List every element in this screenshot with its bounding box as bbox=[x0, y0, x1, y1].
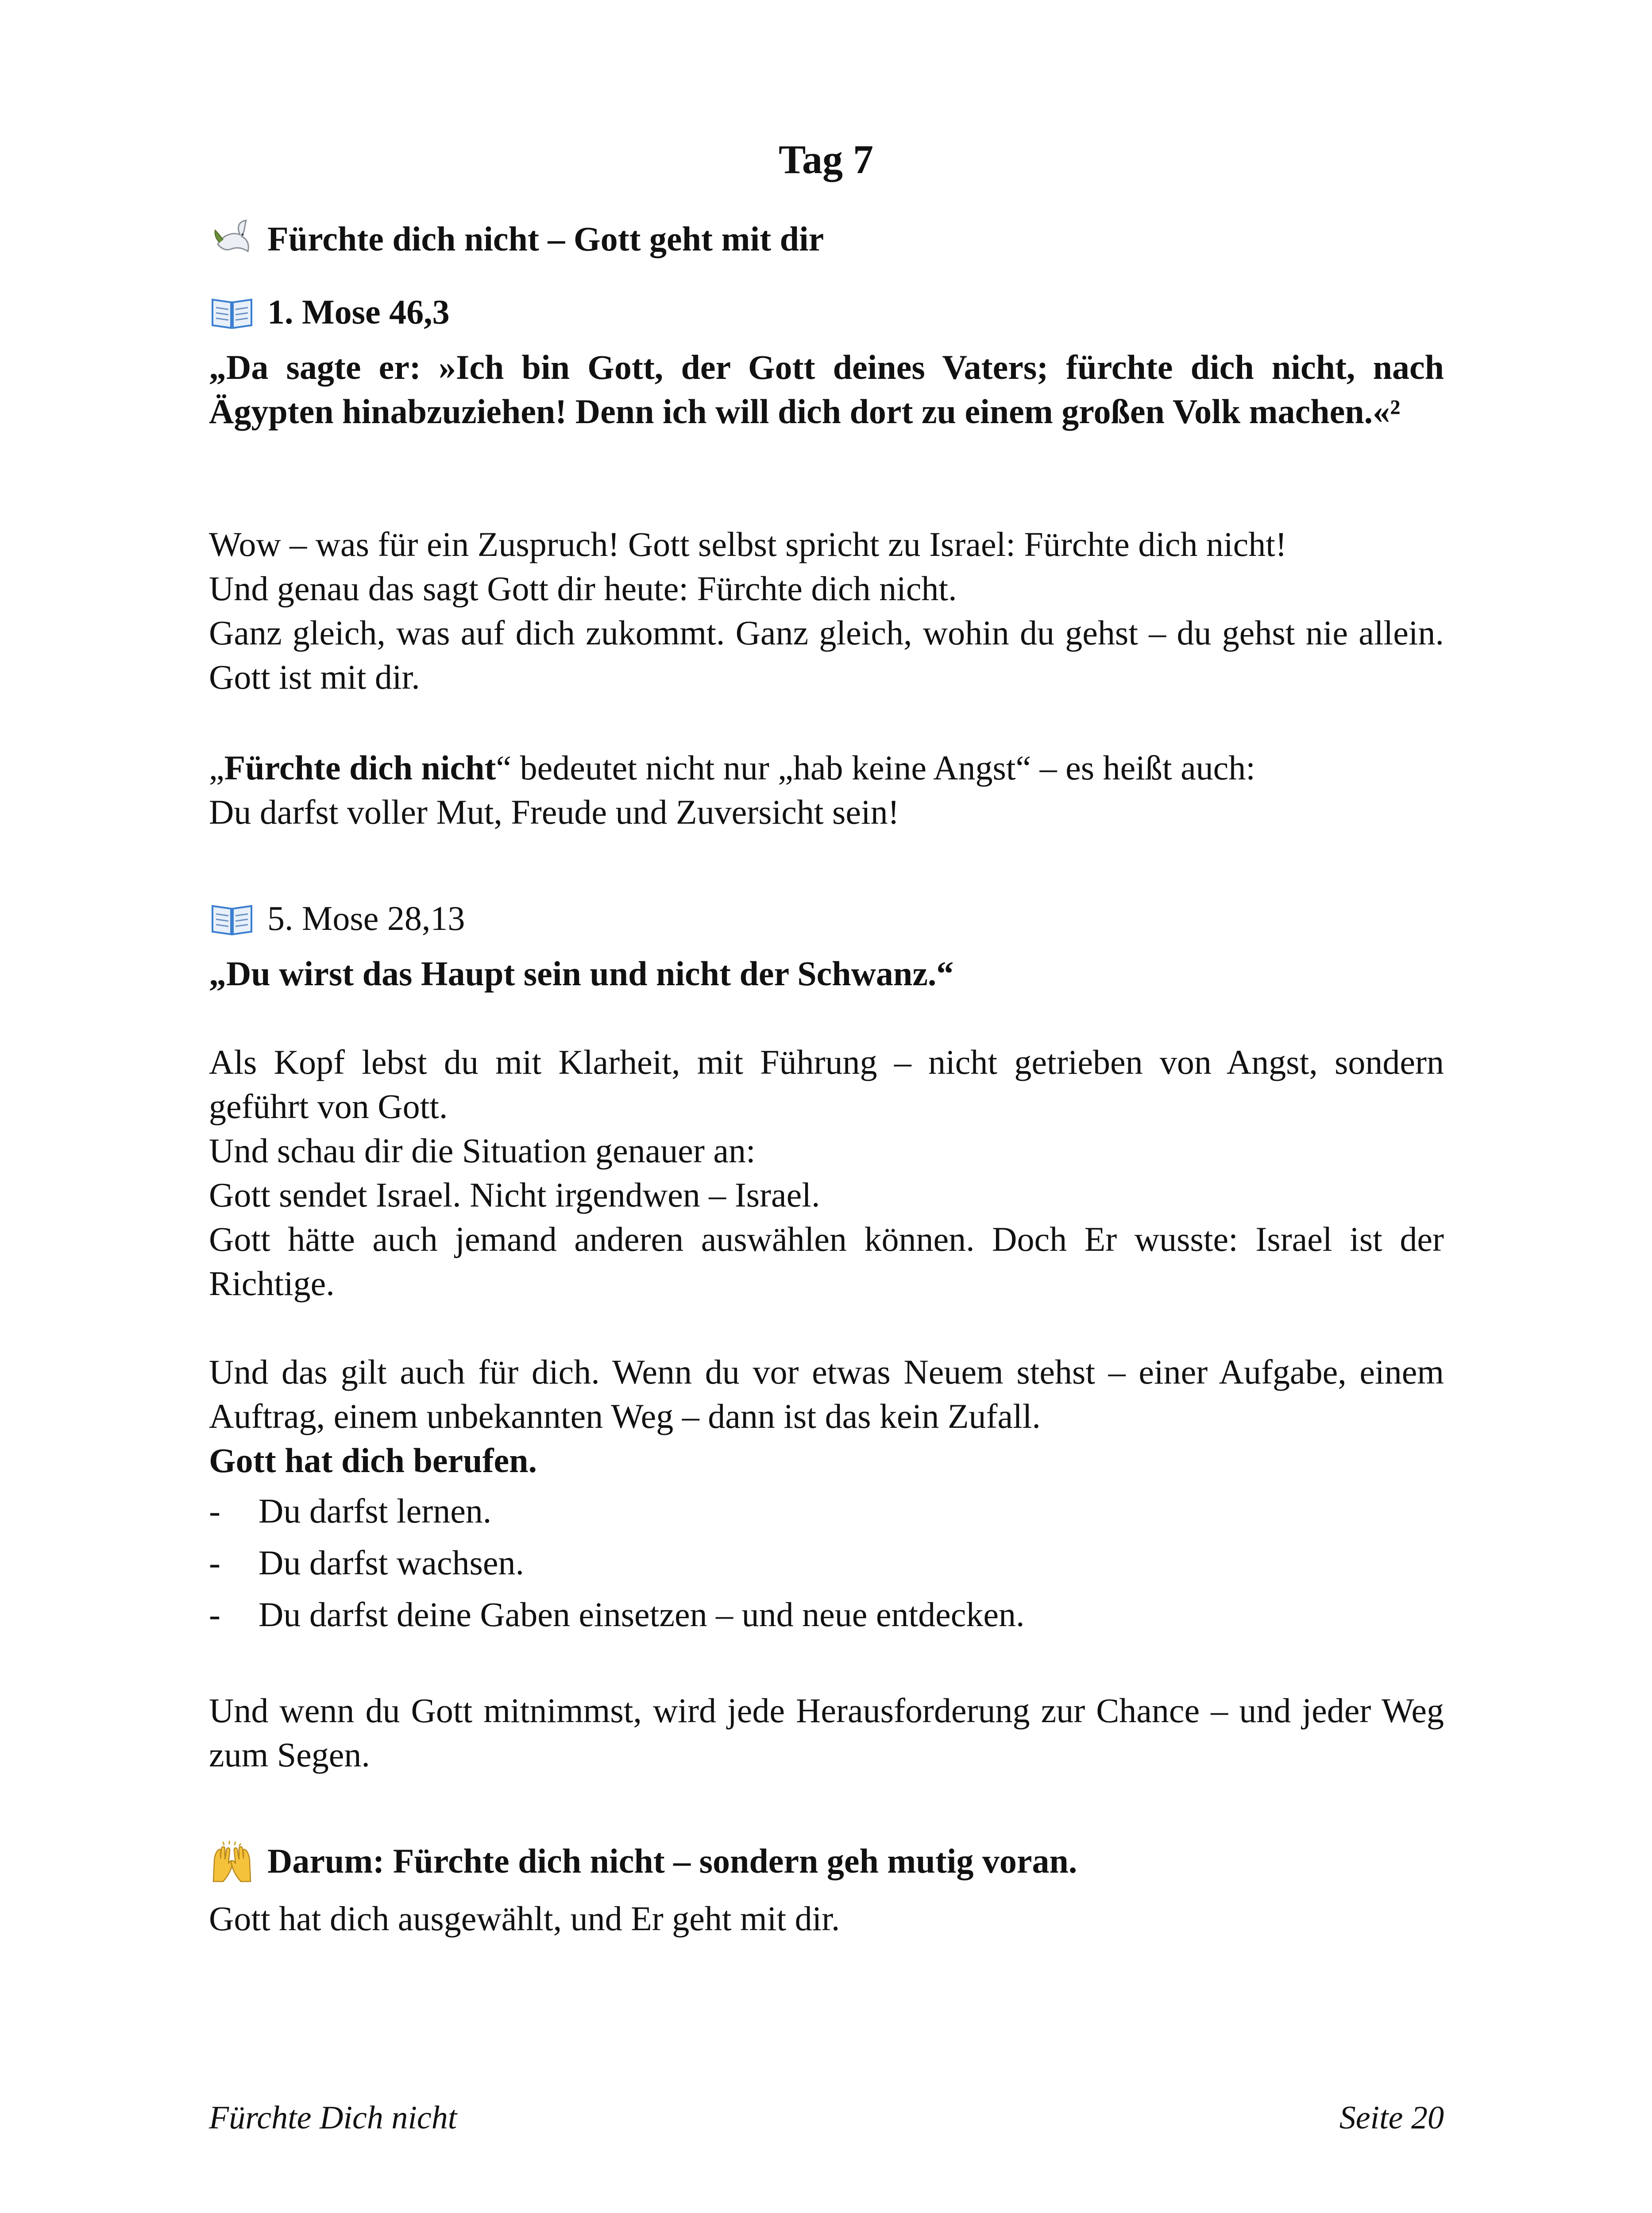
verse-reference-text: 5. Mose 28,13 bbox=[267, 899, 465, 937]
verse-quote-1: „Da sagte er: »Ich bin Gott, der Gott deines Vaters; fürchte dich nicht, nach Ägypten hinabzuziehen! Denn ich will dich dort zu einem großen Volk machen.«² bbox=[209, 348, 1444, 431]
paragraph-line: Gott sendet Israel. Nicht irgendwen – Israel. bbox=[209, 1176, 820, 1214]
encouragement-list bbox=[209, 1485, 1444, 1640]
section-title-text: Fürchte dich nicht – Gott geht mit dir bbox=[267, 220, 824, 258]
closing-heading-text: Darum: Fürchte dich nicht – sondern geh mutig voran. bbox=[267, 1842, 1077, 1880]
paragraph-line: Und schau dir die Situation genauer an: bbox=[209, 1131, 756, 1170]
paragraph-1 bbox=[209, 522, 1444, 699]
list-item-text: Du darfst lernen. bbox=[259, 1492, 492, 1530]
closing-line: Gott hat dich ausgewählt, und Er geht mit dir. bbox=[209, 1899, 840, 1938]
footer-book-title: Fürchte Dich nicht bbox=[209, 2100, 457, 2136]
open-book-icon bbox=[209, 896, 255, 941]
verse-reference-1 bbox=[209, 290, 1444, 334]
list-item bbox=[209, 1537, 1444, 1588]
paragraph-line: Gott hätte auch jemand anderen auswählen können. Doch Er wusste: Israel ist der Richtige. bbox=[209, 1220, 1444, 1303]
paragraph-line: Du darfst voller Mut, Freude und Zuversicht sein! bbox=[209, 793, 899, 831]
raised-hands-icon bbox=[209, 1839, 255, 1883]
open-book-icon bbox=[209, 290, 255, 334]
list-item-text: Du darfst deine Gaben einsetzen – und neue entdecken. bbox=[259, 1595, 1025, 1634]
dove-icon bbox=[209, 217, 255, 261]
paragraph-3 bbox=[209, 1040, 1444, 1306]
paragraph-4 bbox=[209, 1350, 1444, 1483]
list-marker: - bbox=[209, 1492, 220, 1530]
list-marker: - bbox=[209, 1543, 220, 1582]
quote-mark: „ bbox=[209, 748, 224, 787]
paragraph-line: Wow – was für ein Zuspruch! Gott selbst spricht zu Israel: Fürchte dich nicht! bbox=[209, 525, 1287, 563]
paragraph-line bbox=[209, 746, 1444, 790]
list-marker: - bbox=[209, 1595, 220, 1634]
paragraph-line: Gott hat dich berufen. bbox=[209, 1441, 537, 1480]
page-footer bbox=[209, 2096, 1444, 2140]
list-item bbox=[209, 1485, 1444, 1537]
emphasis-text: Fürchte dich nicht bbox=[224, 748, 496, 787]
paragraph-line: Und genau das sagt Gott dir heute: Fürchte dich nicht. bbox=[209, 569, 957, 608]
section-title bbox=[209, 217, 1444, 261]
verse-reference-text: 1. Mose 46,3 bbox=[267, 293, 450, 331]
list-item-text: Du darfst wachsen. bbox=[259, 1543, 524, 1582]
verse-reference-2 bbox=[209, 896, 1444, 941]
page-title: Tag 7 bbox=[779, 137, 873, 182]
paragraph-line: Und das gilt auch für dich. Wenn du vor etwas Neuem stehst – einer Aufgabe, einem Auftrag, einem unbekannten Weg – dann ist das kein Zufall. bbox=[209, 1353, 1444, 1435]
paragraph-line: Als Kopf lebst du mit Klarheit, mit Führung – nicht getrieben von Angst, sondern geführt von Gott. bbox=[209, 1043, 1444, 1126]
verse-quote-2: „Du wirst das Haupt sein und nicht der Schwanz.“ bbox=[209, 954, 954, 993]
closing-heading bbox=[209, 1839, 1444, 1883]
footer-page-number: Seite 20 bbox=[1339, 2100, 1444, 2136]
list-item bbox=[209, 1588, 1444, 1640]
paragraph-text: “ bedeutet nicht nur „hab keine Angst“ – es heißt auch: bbox=[496, 748, 1255, 787]
paragraph-2 bbox=[209, 746, 1444, 834]
paragraph-line: Ganz gleich, was auf dich zukommt. Ganz gleich, wohin du gehst – du gehst nie allein. Gott ist mit dir. bbox=[209, 613, 1444, 696]
paragraph-5: Und wenn du Gott mitnimmst, wird jede Herausforderung zur Chance – und jeder Weg zum Segen. bbox=[209, 1691, 1444, 1774]
